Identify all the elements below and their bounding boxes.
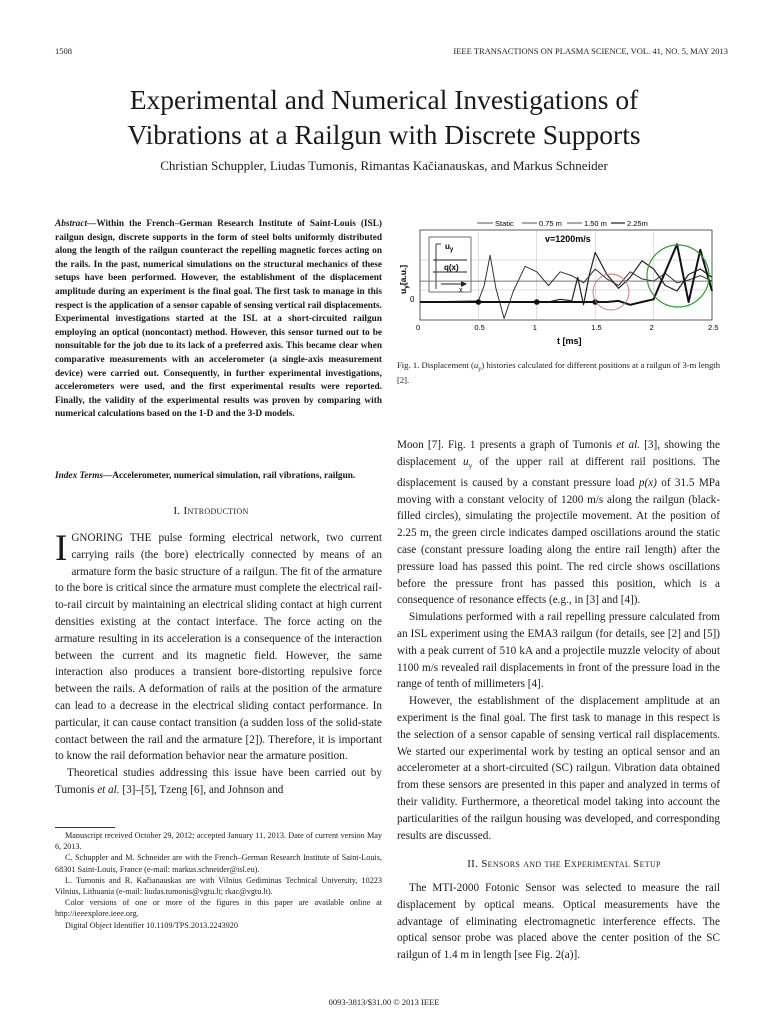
title-line-1: Experimental and Numerical Investigations of <box>129 84 639 115</box>
intro-paragraph-2: Theoretical studies addressing this issue have been carried out by Tumonis et al. [3]–[5], Tzeng [6], and Johnson and <box>55 767 382 796</box>
load-position-marker <box>476 299 482 305</box>
page-number: 1508 <box>55 46 72 56</box>
paper-title <box>40 82 728 152</box>
journal-header: IEEE TRANSACTIONS ON PLASMA SCIENCE, VOL. 41, NO. 5, MAY 2013 <box>453 46 728 56</box>
section-number: I. <box>173 505 181 517</box>
x-axis-label: t [ms] <box>557 336 582 346</box>
section-2-text <box>397 880 720 964</box>
index-terms <box>55 470 382 484</box>
intro-paragraph-1: IGNORING THE pulse forming electrical network, two current carrying rails (the bore) electrically connected by means of an armature form the basic structure of a railgun. The fit of the armature to the bore is critical since the armature must complete the electrical rail-to-rail circuit by maintaining an electrical sliding contact at high current densities existing at the contact interface. The force acting on the armature resulting in its acceleration is a consequence of the interaction between the current and its magnetic field. However, the same interaction also produces a transient bore-distorting repulsive force between the rails. A deformation of rails at the position of the armature can lead to a decrease in the electrical sliding contact performance. In particular, it can cause contact transition (a sudden loss of the solid-state contact between the rail and the armature [2]). Therefore, it is important to know the rail deformation behavior near the armature position. <box>55 528 382 763</box>
footnote: C. Schuppler and M. Schneider are with the French–German Research Institute of Saint-Louis, 68301 Saint-Louis, France (e-mail: markus.schneider@isl.eu). <box>55 853 382 874</box>
section-heading-sensors <box>400 858 728 870</box>
x-tick-label: 2 <box>649 323 654 332</box>
y-tick-zero: 0 <box>410 295 415 304</box>
index-terms-text: —Accelerometer, numerical simulation, rail vibrations, railgun. <box>102 471 356 481</box>
section-title: Introduction <box>183 505 249 517</box>
svg-text:q(x): q(x) <box>444 263 459 272</box>
velocity-label: v=1200m/s <box>545 234 591 244</box>
inset-schematic <box>429 237 471 294</box>
section-title: Sensors and the Experimental Setup <box>481 858 661 870</box>
figure-1-caption: Fig. 1. Displacement $(u_y)$ histories calculated for different positions at a railgun of 3-m length [2]. <box>397 360 720 386</box>
chart-legend <box>477 219 648 228</box>
index-terms-label: Index Terms <box>55 471 103 481</box>
legend-label-static: Static <box>495 219 514 228</box>
x-tick-labels <box>416 323 718 332</box>
x-tick-label: 1.5 <box>591 323 602 332</box>
right-paragraph-3: However, the establishment of the displacement amplitude at an experiment is the final goal. The first task to manage in this respect is the selection of a sensor capable of sensing vertical rail displacements. We started our experimental work by testing an optical sensor and an accelerometer at a short-circuited (SC) railgun. Vibration data obtained from these sensors are presented in this paper and analyzed in terms of their validity. Furthermore, a theoretical model taking into account the particularities of the railgun housing was developed, and corresponding results are discussed. <box>397 695 720 842</box>
x-tick-label: 1 <box>532 323 537 332</box>
footnote: Manuscript received October 29, 2012; accepted January 11, 2013. Date of current version May 6, 2013. <box>55 831 382 852</box>
x-tick-label: 2.5 <box>708 323 719 332</box>
svg-text:uy: $u_y$ <box>445 242 454 253</box>
y-axis-label: $u_y[a.u.]$ <box>398 264 410 294</box>
abstract-label: Abstract <box>55 219 88 229</box>
right-paragraph-2: Simulations performed with a rail repelling pressure calculated from an ISL experiment using the EMA3 railgun (for details, see [2] and [5]) with a peak current of 510 kA and a projectile muzzle velocity of about 1100 m/s revealed rail displacements in front of the pressure load in the range of tenth of millimeters [4]. <box>397 611 720 691</box>
figure-1-chart <box>397 214 727 349</box>
x-tick-label: 0 <box>416 323 421 332</box>
abstract-text: —Within the French–German Research Institute of Saint-Louis (ISL) railgun design, discrete supports in the form of steel bolts uniformly distributed along the length of the railgun counteract the repelling magnetic forces acting on the rails. In the past, numerical simulations on the structural mechanics of these setups have been performed. However, the establishment of the displacement amplitude during an experiment is the final goal. The first task to manage in this respect is the application of a sensor capable of sensing vertical rail displacements. Experimental investigations started at the ISL at a short-circuited railgun employing an optical (noncontact) method. However, this sensor turned out to be nonsuitable for the job due to its lack of a preferred axis. This became clear when comparative measurements with an accelerometer (a single-axis measurement device) were carried out. Consequently, in further experimental investigations, accelerometers were used, and the first experimental results were reported. Finally, the validity of the experimental results was proven by comparing with numerical calculations based on the 1-D and the 3-D models. <box>55 219 382 420</box>
footnote: L. Tumonis and R. Kačianauskas are with Vilnius Gediminas Technical University, 10223 Vilnius, Lithuania (e-mail: liudas.tumonis@vgtu.lt; rkac@vgtu.lt). <box>55 875 382 897</box>
copyright-line: 0093-3813/$31.00 © 2013 IEEE <box>328 997 440 1007</box>
legend-label-225: 2.25m <box>627 219 648 228</box>
footnotes <box>55 830 382 931</box>
legend-label-150: 1.50 m <box>584 219 607 228</box>
footnote: Color versions of one or more of the figures in this paper are available online at http://ieeexplore.ieee.org. <box>55 898 382 919</box>
svg-text:x: x <box>459 287 463 294</box>
intro-text <box>55 530 382 799</box>
drop-cap: I <box>55 528 68 569</box>
right-column-text <box>397 437 720 844</box>
right-paragraph-1: Moon [7]. Fig. 1 presents a graph of Tumonis et al. [3], showing the displacement $u_y$ of the upper rail at different rail positions. The displacement is caused by a constant pressure load p(x) of 31.5 MPa moving with a constant velocity of 1200 m/s along the railgun (black-filled circles), simulating the projectile movement. At the position of 2.25 m, the green circle indicates damped oscillations around the static case (constant pressure loading along the entire rail length) after the pressure load has passed this point. The red circle shows oscillations before the pressure front has passed this position, which is a consequence of resonance effects (e.g., in [3] and [4]). <box>397 439 720 607</box>
author-list: Christian Schuppler, Liudas Tumonis, Rimantas Kačianauskas, and Markus Schneider <box>160 158 608 173</box>
title-line-2: Vibrations at a Railgun with Discrete Supports <box>127 119 641 150</box>
section-heading-intro <box>40 505 382 517</box>
abstract <box>55 218 382 422</box>
footnote: Digital Object Identifier 10.1109/TPS.2013.2243920 <box>65 920 238 930</box>
section-number: II. <box>467 858 479 870</box>
footnote-rule <box>55 827 115 828</box>
load-position-marker <box>534 299 540 305</box>
x-tick-label: 0.5 <box>474 323 485 332</box>
section-2-paragraph: The MTI-2000 Fotonic Sensor was selected to measure the rail displacement by optical means. Optical measurements have the advantage of eliminating electromagnetic interference effects. The optical sensor probe was placed above the center position of the SC railgun of 1.4 m in length [see Fig. 2(a)]. <box>397 882 720 962</box>
legend-label-075: 0.75 m <box>539 219 562 228</box>
